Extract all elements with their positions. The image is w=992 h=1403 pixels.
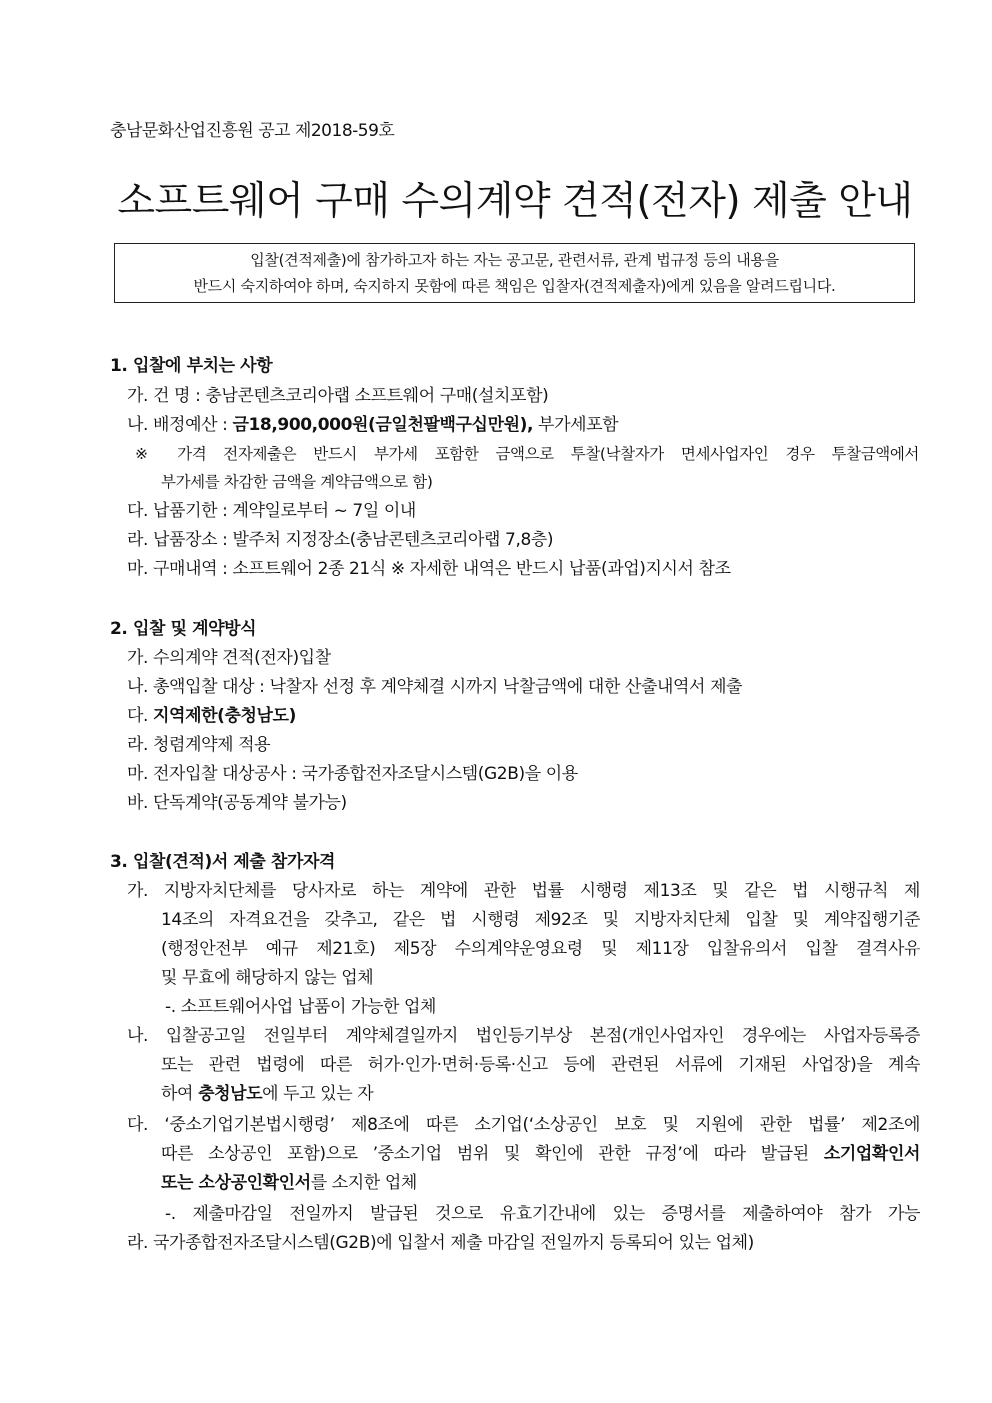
section3-item-ra: 라. 국가종합전자조달시스템(G2B)에 입찰서 제출 마감일 전일까지 등록되어 있는 업체) [127, 1233, 754, 1253]
section3-ga-subitem: -. 소프트웨어사업 납품이 가능한 업체 [165, 997, 437, 1017]
budget-amount: 금18,900,000원(금일천팔백구십만원), [232, 415, 534, 435]
section3-ga-line: 및 무효에 해당하지 않는 업체 [161, 968, 374, 988]
document-title: 소프트웨어 구매 수의계약 견적(전자) 제출 안내 [117, 179, 913, 224]
na-line3-prefix: 하여 [161, 1084, 199, 1104]
section2-item-da [127, 705, 296, 727]
da-line3-cert: 또는 소상공인확인서 [161, 1173, 311, 1193]
section3-ga-line: 가. 지방자치단체를 당사자로 하는 계약에 관한 법률 시행령 제13조 및 같은 법 시행규칙 제 [127, 881, 920, 901]
section2-heading: 2. 입찰 및 계약방식 [110, 619, 257, 639]
section3-na-line: 나. 입찰공고일 전일부터 계약체결일까지 법인등기부상 본점(개인사업자인 경우에는 사업자등록증 [127, 1026, 920, 1046]
da-line2-cert: 소기업확인서 [823, 1144, 920, 1164]
section1-item-na [127, 414, 618, 436]
section1-heading: 1. 입찰에 부치는 사항 [110, 356, 273, 376]
section2-item-ba: 바. 단독계약(공동계약 불가능) [127, 793, 347, 813]
section2-item-ra: 라. 청렴계약제 적용 [127, 735, 271, 755]
region-label: 다. [127, 706, 154, 726]
notice-box [114, 243, 915, 303]
notice-number: 충남문화산업진흥원 공고 제2018-59호 [110, 121, 395, 141]
na-line3-suffix: 에 두고 있는 자 [262, 1084, 374, 1104]
section3-ga-line: 14조의 자격요건을 갖추고, 같은 법 시행령 제92조 및 지방자치단체 입찰 및 계약집행기준 [161, 910, 920, 930]
section3-heading: 3. 입찰(견적)서 제출 참가자격 [110, 852, 336, 872]
da-line3-suffix: 를 소지한 업체 [310, 1173, 417, 1193]
section1-note-line: ※ 가격 전자제출은 반드시 부가세 포함한 금액으로 투찰(낙찰자가 면세사업자인 경우 투찰금액에서 [135, 445, 919, 463]
notice-box-line: 입찰(견적제출)에 참가하고자 하는 자는 공고문, 관련서류, 관계 법규정 등의 내용을 [250, 251, 779, 269]
region-restriction: 지역제한(충청남도) [153, 706, 296, 726]
section3-da-line [161, 1172, 417, 1194]
section3-da-line [161, 1143, 920, 1165]
section3-ga-line: (행정안전부 예규 제21호) 제5장 수의계약운영요령 및 제11장 입찰유의서 입찰 결격사유 [161, 939, 920, 959]
notice-box-line: 반드시 숙지하여야 하며, 숙지하지 못함에 따른 책임은 입찰자(견적제출자)에게 있음을 알려드립니다. [193, 277, 836, 295]
na-line3-region: 충청남도 [198, 1084, 263, 1104]
section2-item-ga: 가. 수의계약 견적(전자)입찰 [127, 648, 331, 668]
budget-vat: 부가세포함 [533, 415, 619, 435]
section2-item-ma: 마. 전자입찰 대상공사 : 국가종합전자조달시스템(G2B)을 이용 [127, 764, 578, 784]
section1-item-ga: 가. 건 명 : 충남콘텐츠코리아랩 소프트웨어 구매(설치포함) [127, 386, 549, 406]
section1-item-da: 다. 납품기한 : 계약일로부터 ~ 7일 이내 [127, 501, 416, 521]
section1-item-ra: 라. 납품장소 : 발주처 지정장소(충남콘텐츠코리아랩 7,8층) [127, 530, 554, 550]
da-line2-prefix: 따른 소상공인 포함)으로 ’중소기업 범위 및 확인에 관한 규정’에 따라 발급된 [161, 1144, 824, 1164]
section3-na-line [161, 1083, 373, 1105]
section1-note-line: 부가세를 차감한 금액을 계약금액으로 함) [161, 473, 433, 491]
section3-na-line: 또는 관련 법령에 따른 허가·인가·면허·등록·신고 등에 관련된 서류에 기재된 사업장)을 계속 [161, 1055, 920, 1075]
section3-da-line: 다. ‘중소기업기본법시행령’ 제8조에 따른 소기업(‘소상공인 보호 및 지원에 관한 법률’ 제2조에 [127, 1115, 920, 1135]
budget-label: 나. 배정예산 : [127, 415, 233, 435]
section1-item-ma: 마. 구매내역 : 소프트웨어 2종 21식 ※ 자세한 내역은 반드시 납품(과업)지시서 참조 [127, 559, 731, 579]
section3-da-subitem: -. 제출마감일 전일까지 발급된 것으로 유효기간내에 있는 증명서를 제출하여야 참가 가능 [165, 1204, 920, 1224]
section2-item-na: 나. 총액입찰 대상 : 낙찰자 선정 후 계약체결 시까지 낙찰금액에 대한 산출내역서 제출 [127, 677, 743, 697]
